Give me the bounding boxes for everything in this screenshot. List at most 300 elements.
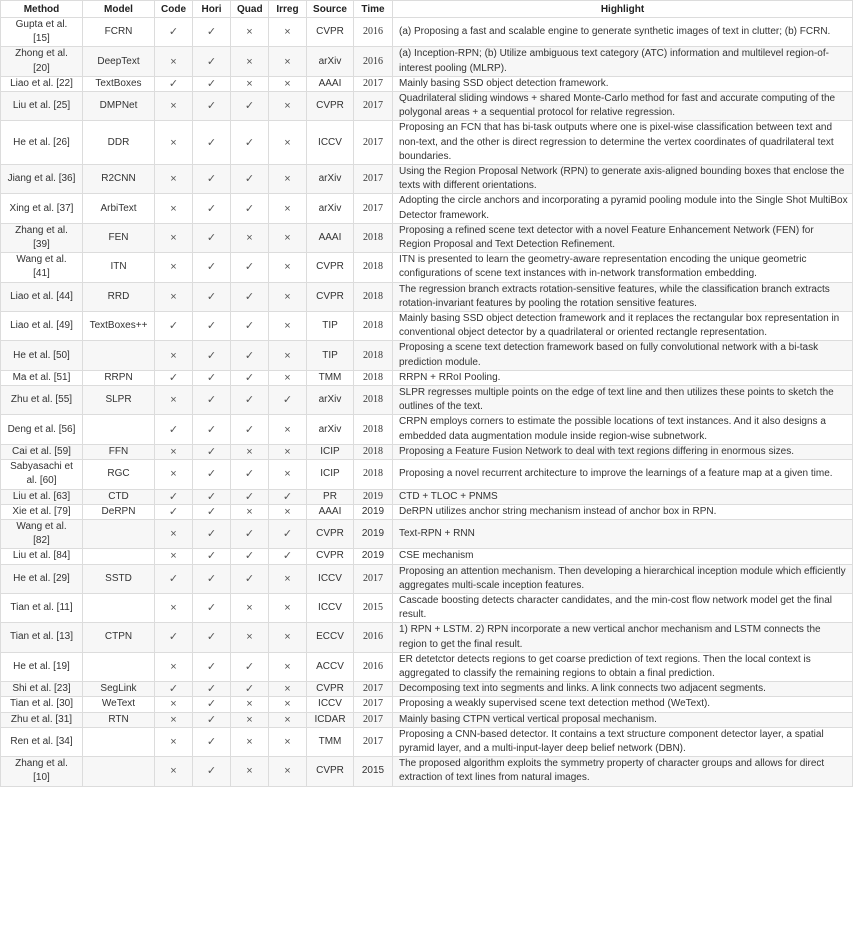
table-row xyxy=(1,312,853,341)
cell-code: × xyxy=(155,697,193,712)
header-row xyxy=(1,1,853,18)
cell-model: SegLink xyxy=(83,682,155,697)
cell-hori: ✓ xyxy=(193,282,231,311)
cell-code: × xyxy=(155,652,193,681)
cell-method: Zhang et al. [39] xyxy=(1,223,83,252)
cell-source: AAAI xyxy=(307,76,354,91)
cell-time: 2015 xyxy=(354,757,393,786)
cell-model xyxy=(83,549,155,564)
cell-quad: ✓ xyxy=(231,549,269,564)
cell-time: 2018 xyxy=(354,341,393,370)
cell-time: 2017 xyxy=(354,92,393,121)
cell-model: DeepText xyxy=(83,47,155,76)
cell-code: × xyxy=(155,253,193,282)
cell-quad: ✓ xyxy=(231,121,269,165)
cell-highlight: Decomposing text into segments and links. A link connects two adjacent segments. xyxy=(393,682,853,697)
cell-time: 2016 xyxy=(354,652,393,681)
cell-source: CVPR xyxy=(307,92,354,121)
cell-time: 2019 xyxy=(354,504,393,519)
table-row xyxy=(1,165,853,194)
cell-time: 2018 xyxy=(354,370,393,385)
cell-hori: ✓ xyxy=(193,444,231,459)
cell-irreg: × xyxy=(269,682,307,697)
cell-irreg: × xyxy=(269,223,307,252)
cell-model: R2CNN xyxy=(83,165,155,194)
header-source: Source xyxy=(307,1,354,18)
cell-source: arXiv xyxy=(307,386,354,415)
cell-highlight: CRPN employs corners to estimate the possible locations of text instances. And it also designs a embedded data augmentation module inside region-wise subnetwork. xyxy=(393,415,853,444)
cell-highlight: Text-RPN + RNN xyxy=(393,519,853,548)
header-model: Model xyxy=(83,1,155,18)
cell-highlight: Using the Region Proposal Network (RPN) to generate axis-aligned bounding boxes that enclose the texts with different orientations. xyxy=(393,165,853,194)
cell-code: × xyxy=(155,194,193,223)
table-row xyxy=(1,282,853,311)
cell-source: CVPR xyxy=(307,549,354,564)
cell-irreg: × xyxy=(269,18,307,47)
table-row xyxy=(1,223,853,252)
cell-irreg: × xyxy=(269,727,307,756)
header-method: Method xyxy=(1,1,83,18)
cell-hori: ✓ xyxy=(193,489,231,504)
cell-hori: ✓ xyxy=(193,460,231,489)
cell-hori: ✓ xyxy=(193,727,231,756)
cell-irreg: × xyxy=(269,194,307,223)
cell-code: × xyxy=(155,386,193,415)
cell-method: He et al. [50] xyxy=(1,341,83,370)
cell-source: arXiv xyxy=(307,165,354,194)
cell-method: Wang et al. [82] xyxy=(1,519,83,548)
cell-source: AAAI xyxy=(307,504,354,519)
cell-quad: × xyxy=(231,47,269,76)
cell-time: 2017 xyxy=(354,194,393,223)
cell-method: Ma et al. [51] xyxy=(1,370,83,385)
cell-quad: ✓ xyxy=(231,415,269,444)
cell-irreg: × xyxy=(269,76,307,91)
table-row xyxy=(1,489,853,504)
cell-method: Gupta et al. [15] xyxy=(1,18,83,47)
cell-model xyxy=(83,519,155,548)
table-row xyxy=(1,194,853,223)
cell-quad: × xyxy=(231,18,269,47)
cell-source: AAAI xyxy=(307,223,354,252)
cell-code: ✓ xyxy=(155,504,193,519)
cell-quad: × xyxy=(231,504,269,519)
cell-quad: ✓ xyxy=(231,194,269,223)
cell-method: Liao et al. [22] xyxy=(1,76,83,91)
cell-highlight: Mainly basing SSD object detection framework and it replaces the rectangular box representation in conventional object detector by a quadrilateral or oriented rectangle representation. xyxy=(393,312,853,341)
cell-hori: ✓ xyxy=(193,312,231,341)
cell-time: 2018 xyxy=(354,282,393,311)
cell-quad: ✓ xyxy=(231,682,269,697)
cell-hori: ✓ xyxy=(193,415,231,444)
cell-hori: ✓ xyxy=(193,623,231,652)
cell-hori: ✓ xyxy=(193,223,231,252)
table-row xyxy=(1,519,853,548)
cell-model xyxy=(83,415,155,444)
cell-method: Wang et al. [41] xyxy=(1,253,83,282)
cell-source: CVPR xyxy=(307,282,354,311)
cell-quad: × xyxy=(231,712,269,727)
cell-source: ACCV xyxy=(307,652,354,681)
cell-code: × xyxy=(155,757,193,786)
cell-method: Zhong et al. [20] xyxy=(1,47,83,76)
cell-hori: ✓ xyxy=(193,712,231,727)
cell-irreg: × xyxy=(269,312,307,341)
cell-time: 2017 xyxy=(354,682,393,697)
cell-highlight: SLPR regresses multiple points on the edge of text line and then utilizes these points to sketch the outlines of the text. xyxy=(393,386,853,415)
table-row xyxy=(1,757,853,786)
cell-code: × xyxy=(155,712,193,727)
cell-irreg: × xyxy=(269,444,307,459)
cell-source: TIP xyxy=(307,312,354,341)
cell-highlight: Proposing a refined scene text detector with a novel Feature Enhancement Network (FEN) for Region Proposal and Text Detection Refinement. xyxy=(393,223,853,252)
cell-model: RRPN xyxy=(83,370,155,385)
cell-quad: ✓ xyxy=(231,652,269,681)
cell-source: ECCV xyxy=(307,623,354,652)
cell-quad: ✓ xyxy=(231,341,269,370)
cell-time: 2016 xyxy=(354,18,393,47)
cell-time: 2017 xyxy=(354,727,393,756)
cell-hori: ✓ xyxy=(193,697,231,712)
cell-hori: ✓ xyxy=(193,194,231,223)
cell-irreg: × xyxy=(269,623,307,652)
cell-irreg: × xyxy=(269,282,307,311)
cell-irreg: × xyxy=(269,341,307,370)
cell-code: × xyxy=(155,92,193,121)
cell-model xyxy=(83,727,155,756)
cell-irreg: × xyxy=(269,593,307,622)
cell-source: TMM xyxy=(307,370,354,385)
cell-highlight: Proposing a CNN-based detector. It contains a text structure component detector layer, a spatial pyramid layer, and a multi-input-layer deep belief network (DBN). xyxy=(393,727,853,756)
table-row xyxy=(1,121,853,165)
cell-quad: ✓ xyxy=(231,92,269,121)
cell-source: TIP xyxy=(307,341,354,370)
cell-source: ICCV xyxy=(307,697,354,712)
cell-quad: ✓ xyxy=(231,489,269,504)
cell-model: RTN xyxy=(83,712,155,727)
table-row xyxy=(1,727,853,756)
cell-method: Jiang et al. [36] xyxy=(1,165,83,194)
cell-highlight: The proposed algorithm exploits the symmetry property of character groups and allows for direct extraction of text lines from natural images. xyxy=(393,757,853,786)
cell-model xyxy=(83,593,155,622)
cell-quad: ✓ xyxy=(231,460,269,489)
cell-model: ITN xyxy=(83,253,155,282)
cell-method: Xing et al. [37] xyxy=(1,194,83,223)
cell-irreg: ✓ xyxy=(269,519,307,548)
cell-highlight: DeRPN utilizes anchor string mechanism instead of anchor box in RPN. xyxy=(393,504,853,519)
cell-irreg: × xyxy=(269,564,307,593)
cell-irreg: × xyxy=(269,92,307,121)
table-row xyxy=(1,386,853,415)
cell-code: ✓ xyxy=(155,564,193,593)
cell-source: ICDAR xyxy=(307,712,354,727)
cell-highlight: Proposing an FCN that has bi-task outputs where one is pixel-wise classification between text and non-text, and the other is direct regression to determine the vertex coordinates of quadrilateral text boundaries. xyxy=(393,121,853,165)
cell-hori: ✓ xyxy=(193,253,231,282)
table-row xyxy=(1,549,853,564)
cell-hori: ✓ xyxy=(193,519,231,548)
cell-quad: × xyxy=(231,757,269,786)
cell-hori: ✓ xyxy=(193,92,231,121)
cell-highlight: (a) Inception-RPN; (b) Utilize ambiguous text category (ATC) information and multilevel region-of-interest pooling (MLRP). xyxy=(393,47,853,76)
cell-model: TextBoxes xyxy=(83,76,155,91)
cell-method: Liu et al. [63] xyxy=(1,489,83,504)
cell-model: FEN xyxy=(83,223,155,252)
cell-model: SLPR xyxy=(83,386,155,415)
cell-time: 2015 xyxy=(354,593,393,622)
table-body xyxy=(1,18,853,787)
cell-code: × xyxy=(155,593,193,622)
cell-model xyxy=(83,341,155,370)
cell-source: CVPR xyxy=(307,253,354,282)
table-row xyxy=(1,76,853,91)
cell-code: ✓ xyxy=(155,489,193,504)
cell-method: Tian et al. [13] xyxy=(1,623,83,652)
cell-highlight: Proposing a scene text detection framework based on fully convolutional network with a bi-task prediction module. xyxy=(393,341,853,370)
cell-quad: × xyxy=(231,223,269,252)
cell-model: SSTD xyxy=(83,564,155,593)
cell-code: × xyxy=(155,223,193,252)
cell-code: × xyxy=(155,282,193,311)
header-quad: Quad xyxy=(231,1,269,18)
cell-time: 2018 xyxy=(354,415,393,444)
cell-source: arXiv xyxy=(307,47,354,76)
cell-hori: ✓ xyxy=(193,593,231,622)
cell-source: CVPR xyxy=(307,682,354,697)
cell-method: He et al. [19] xyxy=(1,652,83,681)
cell-time: 2019 xyxy=(354,489,393,504)
cell-highlight: ITN is presented to learn the geometry-aware representation encoding the unique geometric configurations of scene text instances with in-network transformation embedding. xyxy=(393,253,853,282)
table-row xyxy=(1,697,853,712)
table-row xyxy=(1,18,853,47)
cell-highlight: 1) RPN + LSTM. 2) RPN incorporate a new vertical anchor mechanism and LSTM connects the region to get the final result. xyxy=(393,623,853,652)
header-time: Time xyxy=(354,1,393,18)
table-row xyxy=(1,682,853,697)
cell-code: ✓ xyxy=(155,18,193,47)
cell-time: 2017 xyxy=(354,121,393,165)
table-row xyxy=(1,712,853,727)
cell-highlight: CTD + TLOC + PNMS xyxy=(393,489,853,504)
cell-quad: ✓ xyxy=(231,519,269,548)
cell-irreg: × xyxy=(269,460,307,489)
cell-time: 2017 xyxy=(354,165,393,194)
cell-hori: ✓ xyxy=(193,549,231,564)
cell-source: ICIP xyxy=(307,444,354,459)
cell-method: Xie et al. [79] xyxy=(1,504,83,519)
cell-hori: ✓ xyxy=(193,757,231,786)
cell-code: ✓ xyxy=(155,312,193,341)
cell-quad: ✓ xyxy=(231,386,269,415)
cell-code: × xyxy=(155,47,193,76)
cell-highlight: Cascade boosting detects character candidates, and the min-cost flow network model get the final result. xyxy=(393,593,853,622)
cell-quad: ✓ xyxy=(231,370,269,385)
cell-model: RGC xyxy=(83,460,155,489)
cell-source: CVPR xyxy=(307,757,354,786)
table-row xyxy=(1,623,853,652)
cell-highlight: RRPN + RRoI Pooling. xyxy=(393,370,853,385)
cell-hori: ✓ xyxy=(193,165,231,194)
cell-time: 2017 xyxy=(354,712,393,727)
header-hori: Hori xyxy=(193,1,231,18)
cell-method: Ren et al. [34] xyxy=(1,727,83,756)
cell-method: Zhu et al. [55] xyxy=(1,386,83,415)
cell-irreg: × xyxy=(269,697,307,712)
cell-source: ICCV xyxy=(307,593,354,622)
cell-method: Tian et al. [11] xyxy=(1,593,83,622)
cell-code: × xyxy=(155,460,193,489)
cell-highlight: ER detetctor detects regions to get coarse prediction of text regions. Then the local context is aggregated to classify the remaining regions to obtain a final prediction. xyxy=(393,652,853,681)
cell-code: × xyxy=(155,519,193,548)
cell-quad: × xyxy=(231,76,269,91)
cell-model: RRD xyxy=(83,282,155,311)
cell-model: ArbiText xyxy=(83,194,155,223)
cell-highlight: Proposing a Feature Fusion Network to deal with text regions differing in enormous sizes. xyxy=(393,444,853,459)
table-row xyxy=(1,92,853,121)
cell-hori: ✓ xyxy=(193,47,231,76)
cell-source: PR xyxy=(307,489,354,504)
header-irreg: Irreg xyxy=(269,1,307,18)
cell-highlight: Adopting the circle anchors and incorporating a pyramid pooling module into the Single Shot MultiBox Detector framework. xyxy=(393,194,853,223)
cell-method: Liao et al. [49] xyxy=(1,312,83,341)
cell-method: Cai et al. [59] xyxy=(1,444,83,459)
cell-hori: ✓ xyxy=(193,564,231,593)
cell-method: Shi et al. [23] xyxy=(1,682,83,697)
cell-hori: ✓ xyxy=(193,18,231,47)
cell-time: 2018 xyxy=(354,460,393,489)
cell-quad: ✓ xyxy=(231,564,269,593)
cell-code: × xyxy=(155,549,193,564)
cell-irreg: × xyxy=(269,47,307,76)
cell-highlight: (a) Proposing a fast and scalable engine to generate synthetic images of text in clutter; (b) FCRN. xyxy=(393,18,853,47)
cell-code: ✓ xyxy=(155,682,193,697)
table-row xyxy=(1,593,853,622)
cell-source: arXiv xyxy=(307,415,354,444)
cell-time: 2018 xyxy=(354,312,393,341)
cell-irreg: × xyxy=(269,504,307,519)
table-row xyxy=(1,460,853,489)
cell-model: WeText xyxy=(83,697,155,712)
cell-hori: ✓ xyxy=(193,682,231,697)
cell-source: ICCV xyxy=(307,564,354,593)
table-row xyxy=(1,444,853,459)
cell-source: ICIP xyxy=(307,460,354,489)
table-row xyxy=(1,370,853,385)
cell-highlight: Mainly basing SSD object detection framework. xyxy=(393,76,853,91)
cell-highlight: Proposing a weakly supervised scene text detection method (WeText). xyxy=(393,697,853,712)
cell-irreg: × xyxy=(269,652,307,681)
cell-irreg: × xyxy=(269,165,307,194)
cell-quad: × xyxy=(231,593,269,622)
table-row xyxy=(1,253,853,282)
cell-method: Tian et al. [30] xyxy=(1,697,83,712)
table-row xyxy=(1,341,853,370)
header-highlight: Highlight xyxy=(393,1,853,18)
cell-quad: ✓ xyxy=(231,253,269,282)
cell-quad: × xyxy=(231,623,269,652)
cell-irreg: × xyxy=(269,757,307,786)
cell-code: ✓ xyxy=(155,76,193,91)
cell-method: Zhang et al. [10] xyxy=(1,757,83,786)
cell-highlight: CSE mechanism xyxy=(393,549,853,564)
cell-code: × xyxy=(155,121,193,165)
cell-quad: ✓ xyxy=(231,312,269,341)
cell-model xyxy=(83,757,155,786)
cell-model: TextBoxes++ xyxy=(83,312,155,341)
cell-code: ✓ xyxy=(155,415,193,444)
table-row xyxy=(1,504,853,519)
cell-time: 2016 xyxy=(354,623,393,652)
cell-model: DMPNet xyxy=(83,92,155,121)
table-row xyxy=(1,47,853,76)
cell-quad: × xyxy=(231,727,269,756)
cell-hori: ✓ xyxy=(193,341,231,370)
cell-source: CVPR xyxy=(307,519,354,548)
cell-source: CVPR xyxy=(307,18,354,47)
cell-time: 2019 xyxy=(354,519,393,548)
cell-code: ✓ xyxy=(155,623,193,652)
cell-highlight: Proposing a novel recurrent architecture to improve the learnings of a feature map at a given time. xyxy=(393,460,853,489)
cell-irreg: ✓ xyxy=(269,489,307,504)
cell-model: CTPN xyxy=(83,623,155,652)
cell-highlight: Quadrilateral sliding windows + shared Monte-Carlo method for fast and accurate computing of the polygonal areas + a sequential protocol for relative regression. xyxy=(393,92,853,121)
cell-time: 2019 xyxy=(354,549,393,564)
cell-model: FCRN xyxy=(83,18,155,47)
cell-time: 2017 xyxy=(354,564,393,593)
cell-method: Liao et al. [44] xyxy=(1,282,83,311)
cell-quad: ✓ xyxy=(231,165,269,194)
cell-irreg: ✓ xyxy=(269,386,307,415)
table-row xyxy=(1,652,853,681)
cell-method: He et al. [29] xyxy=(1,564,83,593)
cell-highlight: Proposing an attention mechanism. Then developing a hierarchical inception module which efficiently aggregates multi-scale inception features. xyxy=(393,564,853,593)
cell-time: 2018 xyxy=(354,386,393,415)
cell-quad: ✓ xyxy=(231,282,269,311)
cell-time: 2018 xyxy=(354,444,393,459)
cell-model: FFN xyxy=(83,444,155,459)
cell-code: × xyxy=(155,341,193,370)
cell-time: 2017 xyxy=(354,697,393,712)
cell-hori: ✓ xyxy=(193,370,231,385)
cell-method: Sabyasachi et al. [60] xyxy=(1,460,83,489)
cell-method: Liu et al. [25] xyxy=(1,92,83,121)
cell-code: × xyxy=(155,165,193,194)
cell-irreg: × xyxy=(269,712,307,727)
cell-code: × xyxy=(155,444,193,459)
cell-method: Deng et al. [56] xyxy=(1,415,83,444)
cell-quad: × xyxy=(231,444,269,459)
cell-time: 2018 xyxy=(354,223,393,252)
cell-hori: ✓ xyxy=(193,386,231,415)
cell-method: Zhu et al. [31] xyxy=(1,712,83,727)
cell-irreg: × xyxy=(269,370,307,385)
table-row xyxy=(1,415,853,444)
cell-hori: ✓ xyxy=(193,121,231,165)
cell-source: arXiv xyxy=(307,194,354,223)
cell-model: DDR xyxy=(83,121,155,165)
cell-model: DeRPN xyxy=(83,504,155,519)
cell-source: TMM xyxy=(307,727,354,756)
cell-time: 2018 xyxy=(354,253,393,282)
cell-hori: ✓ xyxy=(193,504,231,519)
cell-model: CTD xyxy=(83,489,155,504)
cell-time: 2016 xyxy=(354,47,393,76)
cell-method: He et al. [26] xyxy=(1,121,83,165)
cell-code: ✓ xyxy=(155,370,193,385)
cell-irreg: × xyxy=(269,121,307,165)
cell-highlight: Mainly basing CTPN vertical vertical proposal mechanism. xyxy=(393,712,853,727)
cell-irreg: ✓ xyxy=(269,549,307,564)
cell-irreg: × xyxy=(269,253,307,282)
header-code: Code xyxy=(155,1,193,18)
